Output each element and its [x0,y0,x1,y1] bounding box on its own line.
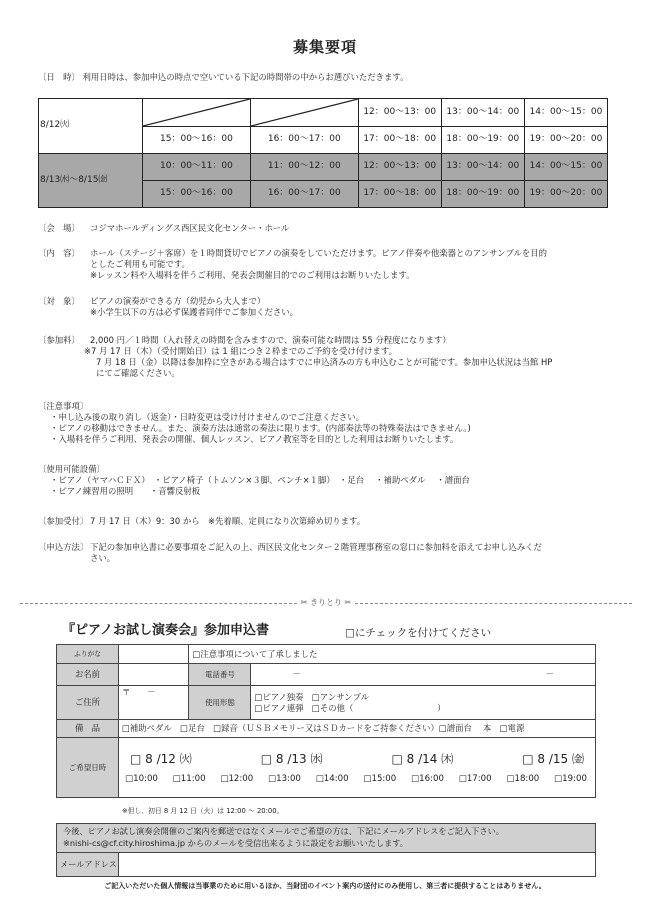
date-cell: 8/12㈫ [39,99,143,154]
target-line: ※小学生以下の方は必ず保護者同伴でご参加ください。 [90,306,299,317]
content-line: ホール（ステージ＋客席）を１時間貸切でピアノの演奏をしていただけます。ピアノ伴奏や他楽器とのアンサンブルを目的 [90,248,548,258]
application-form [56,644,596,798]
target-section [38,296,623,318]
note-item: ・申し込み後の取り消し（返金）・日時変更は受け付けませんのでご注意ください。 [50,411,365,422]
reception-text: 7 月 17 日（木）9：30 から ※先着順、定員になり次第締め切ります。 [90,516,366,526]
equipment-label: 〔使用可能設備〕 [38,464,105,474]
mail-message-line: 今後、ピアノお試し演奏会開催のご案内を郵送ではなくメールでご希望の方は、下記にメールアドレスをご記入下さい。 [63,826,504,836]
mail-field[interactable] [119,853,595,876]
time-slot: 17：00～18：00 [358,181,441,208]
content-line: としたご利用も可能です。 [90,258,190,269]
fee-line: ※7 月 17 日（木）（受付開始日）は 1 組につき２枠までのご予約を受け付けます。 [84,345,397,356]
phone-field[interactable] [251,664,596,686]
time-slot: 14：00～15：00 [524,99,607,127]
cut-line [20,598,632,608]
method-section [38,542,623,564]
time-slot: 12：00～13：00 [358,99,441,127]
time-slot: 16：00～17：00 [250,181,358,208]
date-checkbox[interactable]: □ 8 /13 ㈬ [260,752,323,767]
notes-label: 〔注意事項〕 [38,401,89,411]
time-checkbox[interactable]: □18:00 [506,773,540,784]
time-checkbox[interactable]: □13:00 [268,773,301,784]
dashed-rule [20,603,297,604]
date-cell: 8/13㈬～8/15㈮ [39,154,143,208]
fee-section [38,335,623,379]
method-label: 〔申込方法〕 [38,542,89,552]
unavailable-cell [143,99,251,127]
furigana-label: ふりがな [57,645,119,664]
mail-message [57,824,595,852]
form-check-note: □にチェックを付けてください [345,627,492,639]
time-checkbox[interactable]: □12:00 [220,773,254,784]
time-checkbox[interactable]: □19:00 [554,773,587,784]
time-slot: 19：00～20：00 [524,181,607,208]
dashed-rule [355,603,632,604]
time-slot: 16：00～17：00 [250,127,358,154]
note-item: ・入場料を伴うご利用、発表会の開催、個人レッスン、ピアノ教室等を目的とした利用はお断りいたします。 [50,433,459,444]
fee-label: 〔参加料〕 [38,335,80,345]
equipment-section [38,464,623,497]
target-line: ピアノの演奏ができる方（幼児から大人まで） [90,296,266,306]
usage-option-line[interactable]: □ピアノ連弾 □その他（ ） [254,702,446,713]
time-slot: 13：00～14：00 [441,154,524,181]
phone-dash: － [545,669,554,680]
time-slot: 15：00～16：00 [143,127,251,154]
time-slot: 18：00～19：00 [441,181,524,208]
time-slot: 18：00～19：00 [441,127,524,154]
phone-dash: － [292,669,301,680]
unavailable-cell [250,99,358,127]
time-slot: 10：00～11：00 [143,154,251,181]
address-label: ご住所 [57,686,119,720]
equipment-form-label: 備 品 [57,720,119,738]
mail-label: メールアドレス [57,853,119,876]
usage-options[interactable] [251,686,596,720]
time-slot: 19：00～20：00 [524,127,607,154]
phone-label: 電話番号 [189,664,251,686]
usage-option-line[interactable]: □ピアノ独奏 □アンサンブル [254,691,370,702]
note-item: ・ピアノの移動はできません。また、演奏方法は通常の奏法に限ります。(内部奏法等の特殊奏法はできません。) [50,422,471,433]
fee-line: 7 月 18 日（金）以降は参加枠に空きがある場合はすでに申込済みの方も申込むことが可能です。参加申込状況は当館 HP [96,356,553,367]
schedule-intro: 〔日 時〕 利用日時は、参加申込の時点で空いている下記の時間帯の中からお選びいただきます。 [38,72,409,82]
date-checkbox[interactable]: □ 8 /15 ㈮ [522,752,584,767]
dates-label: ご希望日時 [57,738,119,798]
furigana-field[interactable] [119,645,189,664]
time-checkbox[interactable]: □10:00 [125,773,158,784]
equipment-options[interactable]: □補助ペダル □足台 □録音（ＵＳＢメモリー又はＳＤカードをご持参ください）□譜面台 本 □電源 [119,720,596,738]
reception-label: 〔参加受付〕 [38,516,89,526]
time-checkbox[interactable]: □11:00 [172,773,206,784]
address-field[interactable] [119,686,189,720]
fee-line: にてご確認ください。 [96,367,180,378]
time-slot: 13：00～14：00 [441,99,524,127]
venue-text: コジマホールディングス西区民文化センター・ホール [90,223,290,233]
time-slot: 17：00～18：00 [358,127,441,154]
method-line: 下記の参加申込書に必要事項をご記入の上、西区民文化センター２階管理事務室の窓口に参加料を添えてお申し込みくだ [90,542,542,552]
time-checkbox[interactable]: □15:00 [363,773,397,784]
reception-section [38,516,623,527]
time-slot: 11：00～12：00 [250,154,358,181]
form-title: 『ピアノお試し演奏会』参加申込書 [62,623,269,638]
venue-label: 〔会 場〕 [38,223,80,233]
cut-label: ✂ きりとり ✂ [300,598,352,607]
dates-options[interactable] [119,738,596,798]
equipment-line: ・ピアノ（ヤマハＣＦＸ） ・ピアノ椅子（トムソン×３脚、ベンチ×１脚） ・足台 ・補助ペダル ・譜面台 [50,474,470,485]
name-field[interactable] [119,664,189,686]
venue-section [38,223,623,234]
mail-message-line: ※nishi-cs@cf.city.hiroshima.jp からのメールを受信出来るように設定をお願いいたします。 [63,837,408,848]
date-checkbox[interactable]: □ 8 /12 ㈫ [130,752,192,767]
date-checkbox[interactable]: □ 8 /14 ㈭ [391,752,454,767]
privacy-note: ご記入いただいた個人情報は当事業のために用いるほか、当財団のイベント案内の送付にのみ使用し、第三者に提供することはありません。 [104,882,546,890]
content-label: 〔内 容〕 [38,248,80,258]
name-label: お名前 [57,664,119,686]
time-slot: 14：00～15：00 [524,154,607,181]
fee-line: 2,000 円／１時間（入れ替えの時間を含みますので、演奏可能な時間は 55 分程度になります） [90,335,451,345]
method-line: さい。 [90,552,116,563]
time-slot: 12：00～13：00 [358,154,441,181]
mail-section [56,823,596,877]
equipment-line: ・ピアノ練習用の照明 ・音響反射板 [50,485,201,496]
time-checkbox[interactable]: □14:00 [315,773,349,784]
content-line: ※レッスン料や入場料を伴うご利用、発表会開催目的でのご利用はお断りいたします。 [90,269,415,280]
time-slot: 15：00～16：00 [143,181,251,208]
target-label: 〔対 象〕 [38,296,80,306]
time-checkbox[interactable]: □16:00 [411,773,444,784]
schedule-table [38,98,608,208]
postal-mark: 〒 － [122,687,156,697]
footnote: ※但し、初日 8 月 12 日（火）は 12:00 ～ 20:00。 [122,807,284,815]
notes-section [38,401,623,445]
usage-label: 使用形態 [189,686,251,720]
page-title: 募集要項 [292,38,357,56]
agree-checkbox[interactable]: □注意事項について了承しました [189,645,596,664]
content-section [38,248,623,281]
time-checkbox[interactable]: □17:00 [458,773,492,784]
